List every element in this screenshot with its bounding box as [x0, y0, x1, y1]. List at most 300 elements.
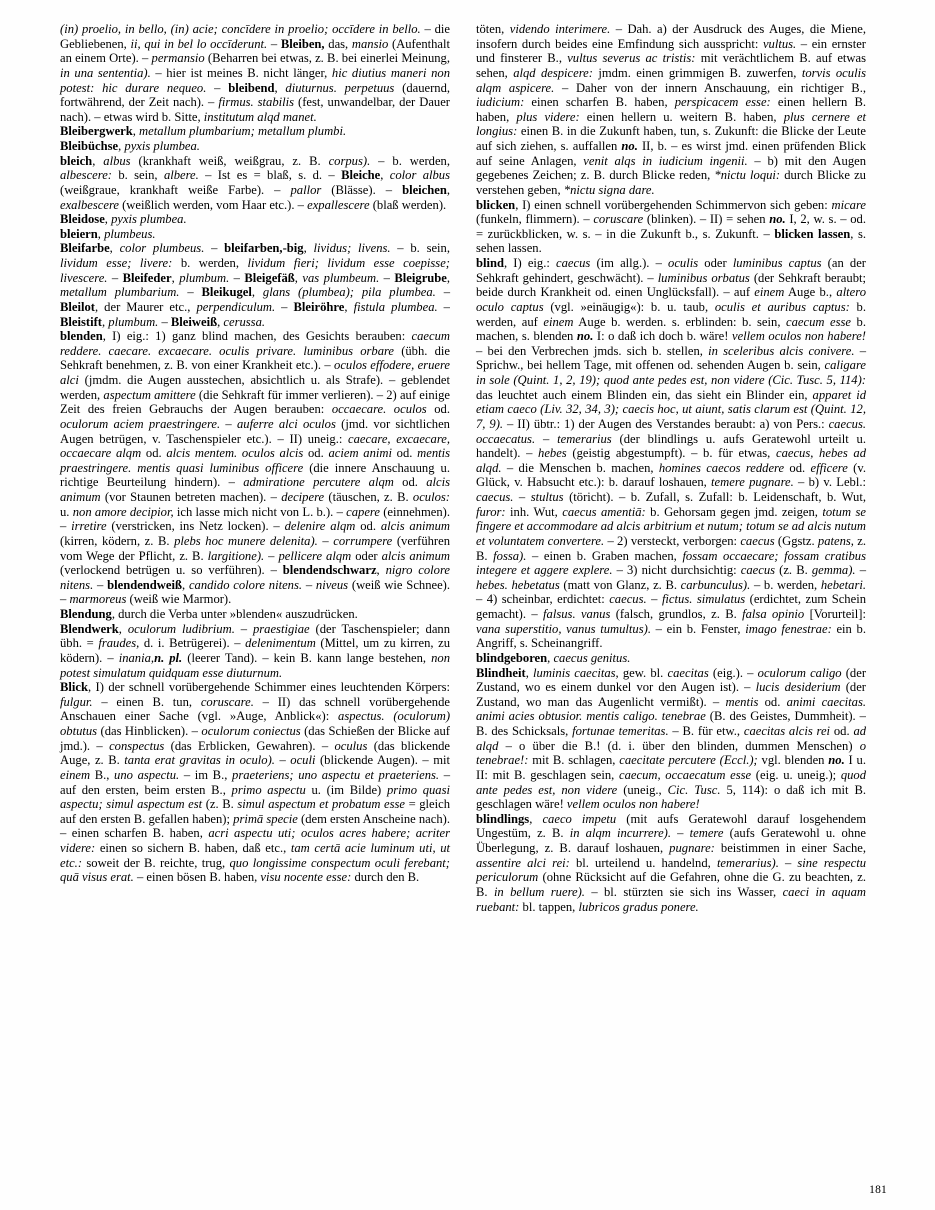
german-text: (die innere Anschauung u. richtige Beurteilung hindern). – — [60, 460, 450, 490]
german-text: (verführen vom Wege der Pflicht, z. B. — [60, 533, 450, 563]
headword: bleichen — [402, 182, 447, 197]
german-text: – 4) scheinbar, erdichtet: — [476, 592, 610, 607]
german-text: – b. werden, — [750, 577, 821, 592]
reference-marker: no. — [576, 329, 594, 344]
latin-gloss: pyxis plumbea. — [124, 139, 200, 153]
latin-gloss: temerarius). — [716, 855, 779, 870]
german-text: (jmd. vor sichtlichen Augen betrügen, v. Taschenspieler etc.). – II) uneig.: — [60, 416, 450, 446]
german-text: (blickende Augen). – mit — [315, 753, 451, 768]
german-text: , — [132, 124, 140, 139]
latin-gloss: oculi — [290, 753, 316, 768]
latin-gloss: caligare in sole (Quint. 1, 2, 19); quod ante pedes est, non videre (Cic. Tusc. 5, 114): — [476, 358, 866, 387]
german-text: (krankhaft weiß, weißgrau, z. B. — [130, 153, 329, 168]
latin-gloss: ii, qui in bel lo occīderunt. — [130, 36, 268, 51]
latin-gloss: plumbum. — [108, 314, 159, 329]
latin-gloss: hebes — [538, 446, 567, 461]
german-text: – bl. stürzten sie sich ins Wasser, — [584, 884, 783, 899]
german-text: od. — [141, 446, 167, 461]
dictionary-entry — [60, 22, 450, 124]
german-text: , I) eig.: — [504, 256, 557, 270]
latin-gloss: institutum alqd manet. — [203, 109, 317, 124]
german-text: einen hellern u. weitern B. haben, — [579, 109, 784, 124]
german-text: (mit aufs Geratewohl darauf losgehendem Ungestüm, z. B. — [476, 811, 866, 841]
german-text: bl. urteilend u. handelnd, — [569, 855, 717, 870]
german-text: – die Gebliebenen, — [60, 22, 450, 51]
latin-gloss: tanta erat gravitas in oculo). — [124, 753, 275, 768]
german-text: gew. bl. — [618, 665, 668, 680]
latin-gloss: alcis animum — [380, 519, 451, 534]
right-text-column — [476, 22, 866, 1168]
headword: Blick — [60, 680, 88, 695]
latin-gloss: plumbum. — [179, 270, 230, 285]
german-text: od. — [830, 724, 854, 738]
dictionary-entry — [476, 812, 866, 914]
german-text: – b. werden, — [370, 153, 450, 168]
latin-gloss: diuturnus. perpetuus — [285, 80, 395, 95]
latin-gloss: largitione). — [207, 548, 265, 563]
latin-gloss: ad alqd — [476, 724, 867, 753]
latin-gloss: caecum, occaecatum esse — [619, 767, 752, 782]
latin-gloss: fictus. simulatus — [661, 592, 746, 607]
german-text: , I) einen schnell vorübergehenden Schimmervon sich geben: — [515, 197, 832, 212]
dictionary-entry — [60, 607, 450, 622]
german-text: – — [158, 314, 171, 329]
german-text: – B. für etw., — [668, 724, 744, 738]
german-text: (blaß werden). — [369, 197, 447, 212]
german-text: – im B., — [179, 767, 233, 782]
german-text: , s. sehen lassen. — [476, 226, 866, 256]
headword: blicken — [476, 197, 516, 212]
latin-gloss: primā specie — [233, 811, 298, 826]
german-text: (der blindlings u. aufs Geratewohl urteilt u. handelt). – — [476, 431, 866, 461]
headword: Bleistift — [60, 314, 102, 329]
german-text: b. Gehorsam gegen jmd. zeigen, — [645, 504, 823, 519]
latin-gloss: aspectus. (oculorum) obtutus — [60, 709, 451, 738]
latin-gloss: plus cernere et longius: — [476, 109, 866, 139]
latin-gloss: lividum fieri; lividum esse coepisse; livescere. — [60, 256, 450, 285]
german-text: ich lasse mich nicht von L. b.). – — [173, 504, 347, 519]
german-text: – — [646, 592, 662, 607]
german-text: , — [118, 621, 128, 636]
german-text: b. machen, s. blenden — [476, 314, 866, 344]
german-text: einen B. in die Zukunft haben, tun, s. Zukunft: die Blicke der Leute auf sich ziehen, s. auffallen — [476, 124, 866, 153]
german-text: (weißgraue, krankhaft weiße Farbe). – — [60, 182, 291, 197]
german-text: durch Blicke zu verstehen geben, — [476, 168, 866, 197]
german-text: (kirren, ködern, z. B. — [60, 533, 175, 548]
headword: blind — [476, 256, 505, 270]
latin-gloss: fistula plumbea. — [353, 299, 438, 314]
german-text: I: o daß ich doch b. wäre! — [593, 329, 732, 344]
latin-gloss: caecus — [740, 563, 776, 578]
latin-gloss: fossa). — [493, 548, 527, 563]
latin-gloss: perpendiculum. — [196, 299, 276, 314]
headword: Bleiröhre — [293, 299, 345, 314]
latin-gloss: non amore decipior, — [72, 504, 174, 519]
dictionary-entry — [476, 256, 866, 651]
latin-gloss: albere. — [163, 168, 199, 183]
latin-gloss: (in) proelio, in bello, (in) acie; concīdere in proelio; occīdere in bello. — [60, 22, 421, 36]
german-text: – II) das schnell vorübergehende Anschauen einer Sache (vgl. »Auge, Anblick«): — [60, 694, 450, 724]
german-text: – — [317, 533, 334, 548]
german-text: (ohne Rücksicht auf die Gefahren, ohne die G. zu beachten, z. B. — [476, 870, 866, 899]
latin-gloss: caecus genitus. — [553, 650, 631, 665]
german-text: (verstricken, ins Netz locken). – — [106, 519, 285, 534]
headword: blicken lassen — [774, 226, 851, 241]
latin-gloss: mentis — [725, 694, 759, 709]
headword: Bleiweiß — [170, 314, 218, 329]
latin-gloss: corrumpere — [333, 533, 393, 548]
latin-gloss: caecare, excaecare, occaecare alqm — [60, 431, 450, 461]
latin-gloss: lucis desiderium — [755, 680, 841, 695]
german-text: (geistig abgestumpft). – b. für etwas, — [566, 446, 776, 461]
latin-gloss: praeteriens; uno aspectu et praeteriens. — [232, 767, 440, 782]
german-text: – ein ernster und finsterer B., — [476, 36, 866, 66]
headword: Bleilot — [60, 299, 95, 314]
dictionary-entry — [60, 622, 450, 681]
german-text: inh. Wut, — [505, 504, 563, 519]
german-text: – — [855, 563, 866, 578]
german-text: (falsch, grundlos, z. B. — [610, 607, 743, 621]
german-text: – — [513, 490, 531, 504]
latin-gloss: color plumbeus. — [119, 241, 205, 256]
german-text: (aufs Geratewohl u. ohne Überlegung, z. B. darauf loshauen, — [476, 826, 866, 855]
reference-marker: no. — [828, 753, 845, 768]
german-text: , — [446, 182, 450, 197]
latin-gloss: o tenebrae!: — [476, 738, 866, 768]
headword: Bleigefäß — [244, 270, 295, 285]
german-text: z. B. — [476, 533, 866, 563]
german-text: b. werden, — [172, 256, 248, 270]
headword: Bleibüchse — [60, 139, 119, 153]
latin-gloss: alcis animum — [381, 548, 450, 563]
latin-gloss: *nictu signa dare. — [563, 182, 655, 197]
latin-gloss: temere pugnare. — [711, 475, 794, 490]
german-text: (weißlich werden, vom Haar etc.). – — [118, 197, 308, 212]
german-text: 5, 114): o daß ich mit B. geschlagen wäre! — [476, 782, 867, 812]
dictionary-entry — [476, 651, 866, 666]
latin-gloss: luminibus orbatus — [657, 270, 750, 285]
german-text: d. i. Betrügerei). – — [139, 636, 246, 651]
german-text: – — [264, 548, 279, 563]
dictionary-entry — [60, 227, 450, 242]
latin-gloss: torvis oculis alqm aspicere. — [476, 65, 866, 95]
german-text: [Vorurteil]: — [804, 607, 867, 621]
german-text: (funkeln, flimmern). – — [476, 212, 594, 227]
latin-gloss: admiratione percutere alqm — [243, 475, 394, 490]
german-text: , — [380, 168, 390, 183]
latin-gloss: oculos effodere, eruere alci — [60, 358, 450, 387]
headword: Bleibergwerk — [60, 124, 133, 139]
latin-gloss: in alqm incurrere). — [569, 826, 672, 841]
latin-gloss: in una sententia). — [60, 65, 151, 80]
german-text: – — [379, 270, 395, 285]
german-text: – — [107, 270, 123, 285]
latin-gloss: luminibus captus — [732, 256, 822, 270]
latin-gloss: non potest simulatum quidquam esse diuturnum. — [60, 650, 450, 680]
german-text: (jmdm. die Augen ausstechen, absichtlich u. als Strafe). – geblendet werden, — [60, 373, 450, 402]
latin-gloss: oculis et auribus captus: — [714, 299, 850, 314]
german-text: (v. Glück, v. Habsucht etc.): b. darauf loshauen, — [476, 460, 866, 490]
german-text: (matt von Glanz, z. B. — [559, 577, 681, 592]
german-text: (das blickende Auge, z. B. — [60, 738, 451, 768]
dictionary-entry — [60, 241, 450, 329]
german-text: (vgl. »einäugig«): b. u. taub, — [543, 299, 715, 314]
headword: bleiern — [60, 226, 98, 241]
latin-gloss: color albus — [389, 168, 451, 183]
latin-gloss: vellem oculos non habere! — [731, 329, 866, 344]
german-text: – — [93, 577, 108, 592]
german-text: (Mittel, um zu kirren, zu ködern). – — [60, 636, 451, 665]
german-text: – II) übtr.: 1) der Augen des Verstandes beraubt: a) von Pers.: — [503, 416, 829, 431]
german-text: töten, — [476, 22, 510, 36]
german-text: u. (im Bilde) — [305, 782, 387, 797]
german-text: od. — [303, 446, 329, 461]
german-text: – — [535, 431, 558, 446]
latin-gloss: occaecare. oculos — [331, 402, 427, 417]
latin-gloss: caecus. occaecatus. — [476, 416, 867, 446]
german-text: – 2) versteckt, verborgen: — [604, 533, 741, 548]
german-text: – Daher von der innern Anschauung, ein richtiger B., — [554, 80, 866, 95]
latin-gloss: caecus. — [476, 490, 514, 504]
latin-gloss: delenimentum — [245, 636, 316, 651]
latin-gloss: caecus — [740, 533, 775, 548]
german-text: (das Erblicken, Gewahren). – — [164, 738, 335, 753]
latin-gloss: gemma). — [811, 563, 856, 578]
headword: Blindheit — [476, 665, 526, 680]
german-text: (an der Sehkraft gehindert, geschwächt). – — [476, 256, 866, 285]
german-text: – 3) nicht durchsichtig: — [612, 563, 741, 578]
german-text: (z. B. — [202, 797, 238, 812]
latin-gloss: simul aspectum et probatum esse — [237, 797, 406, 812]
dictionary-entry — [476, 666, 866, 812]
latin-gloss: micare — [831, 197, 866, 212]
latin-gloss: permansio — [151, 51, 205, 66]
latin-gloss: stultus — [530, 490, 564, 504]
german-text: (Beharren bei etwas, z. B. bei einerlei Meinung, — [204, 51, 450, 66]
german-text: soweit der B. reichte, trug, — [82, 855, 230, 870]
latin-gloss: lividus; livens. — [313, 241, 391, 256]
latin-gloss: delenire alqm — [284, 519, 356, 534]
german-text: – einen b. Graben machen, — [526, 548, 683, 563]
latin-gloss: venit alqs in iudicium ingenii. — [583, 153, 748, 168]
german-text: I, 2, w. s. – od. = zurückblicken, w. s. – in die Zukunft b., s. Zukunft. – — [476, 212, 866, 241]
german-text: (dem ersten Anscheine nach). – einen scharfen B. haben, — [60, 811, 451, 841]
german-text: , — [182, 577, 189, 592]
latin-gloss: pallor — [290, 182, 322, 197]
latin-gloss: praestigiae — [252, 621, 310, 636]
latin-gloss: glans (plumbea); pila plumbea. — [262, 285, 436, 300]
german-text: , der Maurer etc., — [94, 299, 197, 314]
latin-gloss: oculorum caligo — [757, 665, 842, 680]
german-text: (uneig., — [617, 782, 668, 797]
latin-gloss: alcis animum — [60, 475, 450, 504]
latin-gloss: metallum plumbarium; metallum plumbi. — [139, 124, 347, 139]
latin-gloss: imago fenestrae: — [745, 621, 832, 636]
german-text: – Ist es = blaß, s. d. – — [198, 168, 342, 183]
german-text: , durch die Verba unter »blenden« auszudrücken. — [111, 607, 358, 621]
german-text: – — [267, 36, 281, 51]
german-text: u. — [60, 504, 73, 519]
latin-gloss: primo quasi aspectu; simul aspectum est — [60, 782, 450, 812]
dictionary-entry — [476, 198, 866, 257]
headword: blenden — [60, 329, 103, 344]
german-text: einen so sichern B. haben, daß etc., — [95, 841, 291, 855]
german-text: (eig.). – — [708, 665, 758, 680]
reference-marker: n. pl. — [154, 650, 183, 665]
german-text: od. — [758, 694, 787, 709]
german-text: , — [251, 285, 263, 300]
latin-gloss: caecum reddere. caecare. excaecare. oculis privare. luminibus orbare — [60, 329, 450, 358]
latin-gloss: quo longissime conspectum oculi ferebant; quā visus erat. — [60, 855, 450, 885]
german-text: , — [171, 270, 180, 285]
dictionary-entry — [60, 124, 450, 139]
headword: Bleifarbe — [60, 241, 110, 256]
latin-gloss: iudicium: — [476, 95, 525, 110]
german-text: – — [302, 577, 316, 592]
latin-gloss: lividum esse; livere: — [60, 256, 173, 270]
german-text: (weiß wie Marmor). — [126, 592, 232, 607]
latin-gloss: primo aspectu — [231, 782, 306, 797]
headword: blindgeboren — [476, 650, 548, 665]
german-text: mit B. schlagen, — [528, 753, 620, 768]
german-text: – — [234, 621, 253, 636]
german-text: mit verächtlichem B. auf etwas sehen, — [476, 51, 866, 80]
latin-gloss: alcis mentem. oculos alcis — [166, 446, 304, 461]
latin-gloss: metallum plumbarium. — [60, 285, 180, 300]
latin-gloss: altero oculo captus — [476, 285, 867, 314]
latin-gloss: temerarius — [557, 431, 612, 446]
headword: Bleikugel — [201, 285, 252, 300]
latin-gloss: niveus — [315, 577, 349, 592]
german-text: (die Sehkraft für immer verlieren). – 2) auf einige Zeit des freien Gebrauchs der Augen berauben: — [60, 387, 451, 417]
latin-gloss: caecus, hebes ad alqd. — [476, 446, 866, 475]
headword: blendendschwarz — [282, 563, 377, 578]
german-text: (Aufenthalt an einem Orte). – — [60, 36, 451, 66]
latin-gloss: conspectus — [109, 738, 165, 753]
latin-gloss: uno aspectu. — [114, 767, 180, 782]
latin-gloss: in bellum ruere). — [493, 884, 585, 899]
german-text: , — [525, 665, 534, 680]
latin-gloss: vultus severus ac tristis: — [567, 51, 696, 66]
headword: blindlings — [476, 811, 530, 826]
german-text: – o über die B.! (d. i. über den blinden, dummen Menschen) — [498, 738, 860, 753]
latin-gloss: caecum esse — [786, 314, 851, 329]
german-text: bl. tappen, — [519, 899, 579, 914]
latin-gloss: in sceleribus alcis conivere. — [708, 343, 855, 358]
latin-gloss: oculorum ludibrium. — [127, 621, 235, 636]
latin-gloss: homines caecos reddere — [658, 460, 785, 475]
latin-gloss: caeco impetu — [542, 811, 617, 826]
latin-gloss: lubricos gradus ponere. — [578, 899, 699, 914]
latin-gloss: carbunculus). — [680, 577, 751, 592]
german-text: , — [294, 270, 303, 285]
german-text: – b) v. Lebl.: — [793, 475, 866, 490]
dictionary-entry — [60, 680, 450, 885]
headword: Bleigrube — [394, 270, 447, 285]
german-text: – b. sein, — [390, 241, 450, 256]
latin-gloss: pellicere alqm — [278, 548, 352, 563]
latin-gloss: falsus. vanus — [543, 607, 611, 621]
german-text: od. — [426, 402, 451, 417]
latin-gloss: videndo interimere. — [509, 22, 611, 36]
german-text: – b) mit den Augen gegebenes Zeichen; z. B. durch Blicke reden, — [476, 153, 866, 183]
latin-gloss: albescere: — [60, 168, 112, 183]
dictionary-entry — [60, 154, 450, 213]
german-text: , — [529, 811, 543, 826]
german-text: , — [547, 650, 554, 665]
german-text: (z. B. — [775, 563, 812, 578]
german-text: , I) eig.: 1) ganz blind machen, des Gesichts berauben: — [102, 329, 412, 344]
latin-gloss: assentire alci rei: — [476, 855, 570, 870]
german-text: – — [275, 299, 294, 314]
latin-gloss: coruscare. — [200, 694, 254, 709]
german-text: – einen B. tun, — [92, 694, 201, 709]
left-text-column — [60, 22, 450, 1168]
latin-gloss: oculorum aciem praestringere. — [60, 416, 221, 431]
german-text: (täuschen, z. B. — [324, 490, 413, 504]
german-text: – — [206, 80, 229, 95]
german-text: (erdichtet, zum Schein gemacht). – — [476, 592, 866, 621]
latin-gloss: perspicacem esse: — [674, 95, 771, 110]
headword: Blendung — [60, 607, 112, 621]
german-text: beistimmen in einer Sache, — [714, 841, 866, 855]
german-text: , — [109, 241, 120, 256]
german-text: durch den B. — [351, 870, 420, 885]
headword: bleifarben,-big — [224, 241, 304, 256]
latin-gloss: quod ante pedes est, non videre — [476, 767, 867, 797]
page-number: 181 — [869, 1184, 887, 1196]
headword: Bleidose — [60, 212, 105, 227]
dictionary-entry — [60, 139, 450, 154]
german-text: (der Sehkraft beraubt; beide durch Krankheit od. einen Unglücksfall). – auf — [476, 270, 866, 300]
latin-gloss: furor: — [476, 504, 506, 519]
german-text: – — [435, 285, 451, 300]
german-text: , I) der schnell vorübergehende Schimmer eines leuchtenden Körpers: — [88, 680, 450, 695]
headword: Bleiche — [341, 168, 381, 183]
column-container — [60, 22, 887, 1168]
german-text: od. — [355, 519, 381, 534]
latin-gloss: exalbescere — [60, 197, 119, 212]
german-text: – einen bösen B. haben, — [133, 870, 261, 885]
latin-gloss: sine respectu periculorum — [476, 855, 867, 885]
german-text: – — [229, 270, 245, 285]
german-text: (das Schießen der Blicke auf jmd.). – — [60, 724, 450, 753]
headword: Bleiben, — [280, 36, 325, 51]
german-text: , — [446, 270, 451, 285]
german-text: vgl. blenden — [757, 753, 829, 768]
latin-gloss: decipere — [281, 490, 325, 504]
german-text: oder — [351, 548, 382, 563]
german-text: – Dah. a) der Ausdruck des Auges, die Miene, insofern durch beides eine Emfindung sich ausspricht: — [476, 22, 866, 51]
german-text: , — [274, 80, 286, 95]
german-text: B., — [90, 767, 115, 782]
latin-gloss: aspectum amittere — [103, 387, 196, 402]
latin-gloss: luminis caecitas, — [533, 665, 619, 680]
latin-gloss: pyxis plumbea. — [111, 212, 187, 227]
latin-gloss: inania, — [118, 650, 155, 665]
latin-gloss: vana superstitio, vanus tumultus). — [476, 621, 651, 636]
latin-gloss: acri aspectu uti; oculos acres habere; acriter videre: — [60, 826, 450, 855]
german-text: (im allg.). – — [590, 256, 669, 270]
german-text: das, — [324, 36, 352, 51]
latin-gloss: alqd despicere: — [513, 65, 593, 80]
german-text: , — [303, 241, 314, 256]
dictionary-entry — [60, 212, 450, 227]
headword: blendendweiß — [107, 577, 182, 592]
german-text: – Sprichw., bei hellem Tage, mit offenen od. sehenden Augen b. sein, — [476, 343, 867, 373]
german-text: , — [97, 226, 105, 241]
latin-gloss: coruscare — [593, 212, 644, 227]
